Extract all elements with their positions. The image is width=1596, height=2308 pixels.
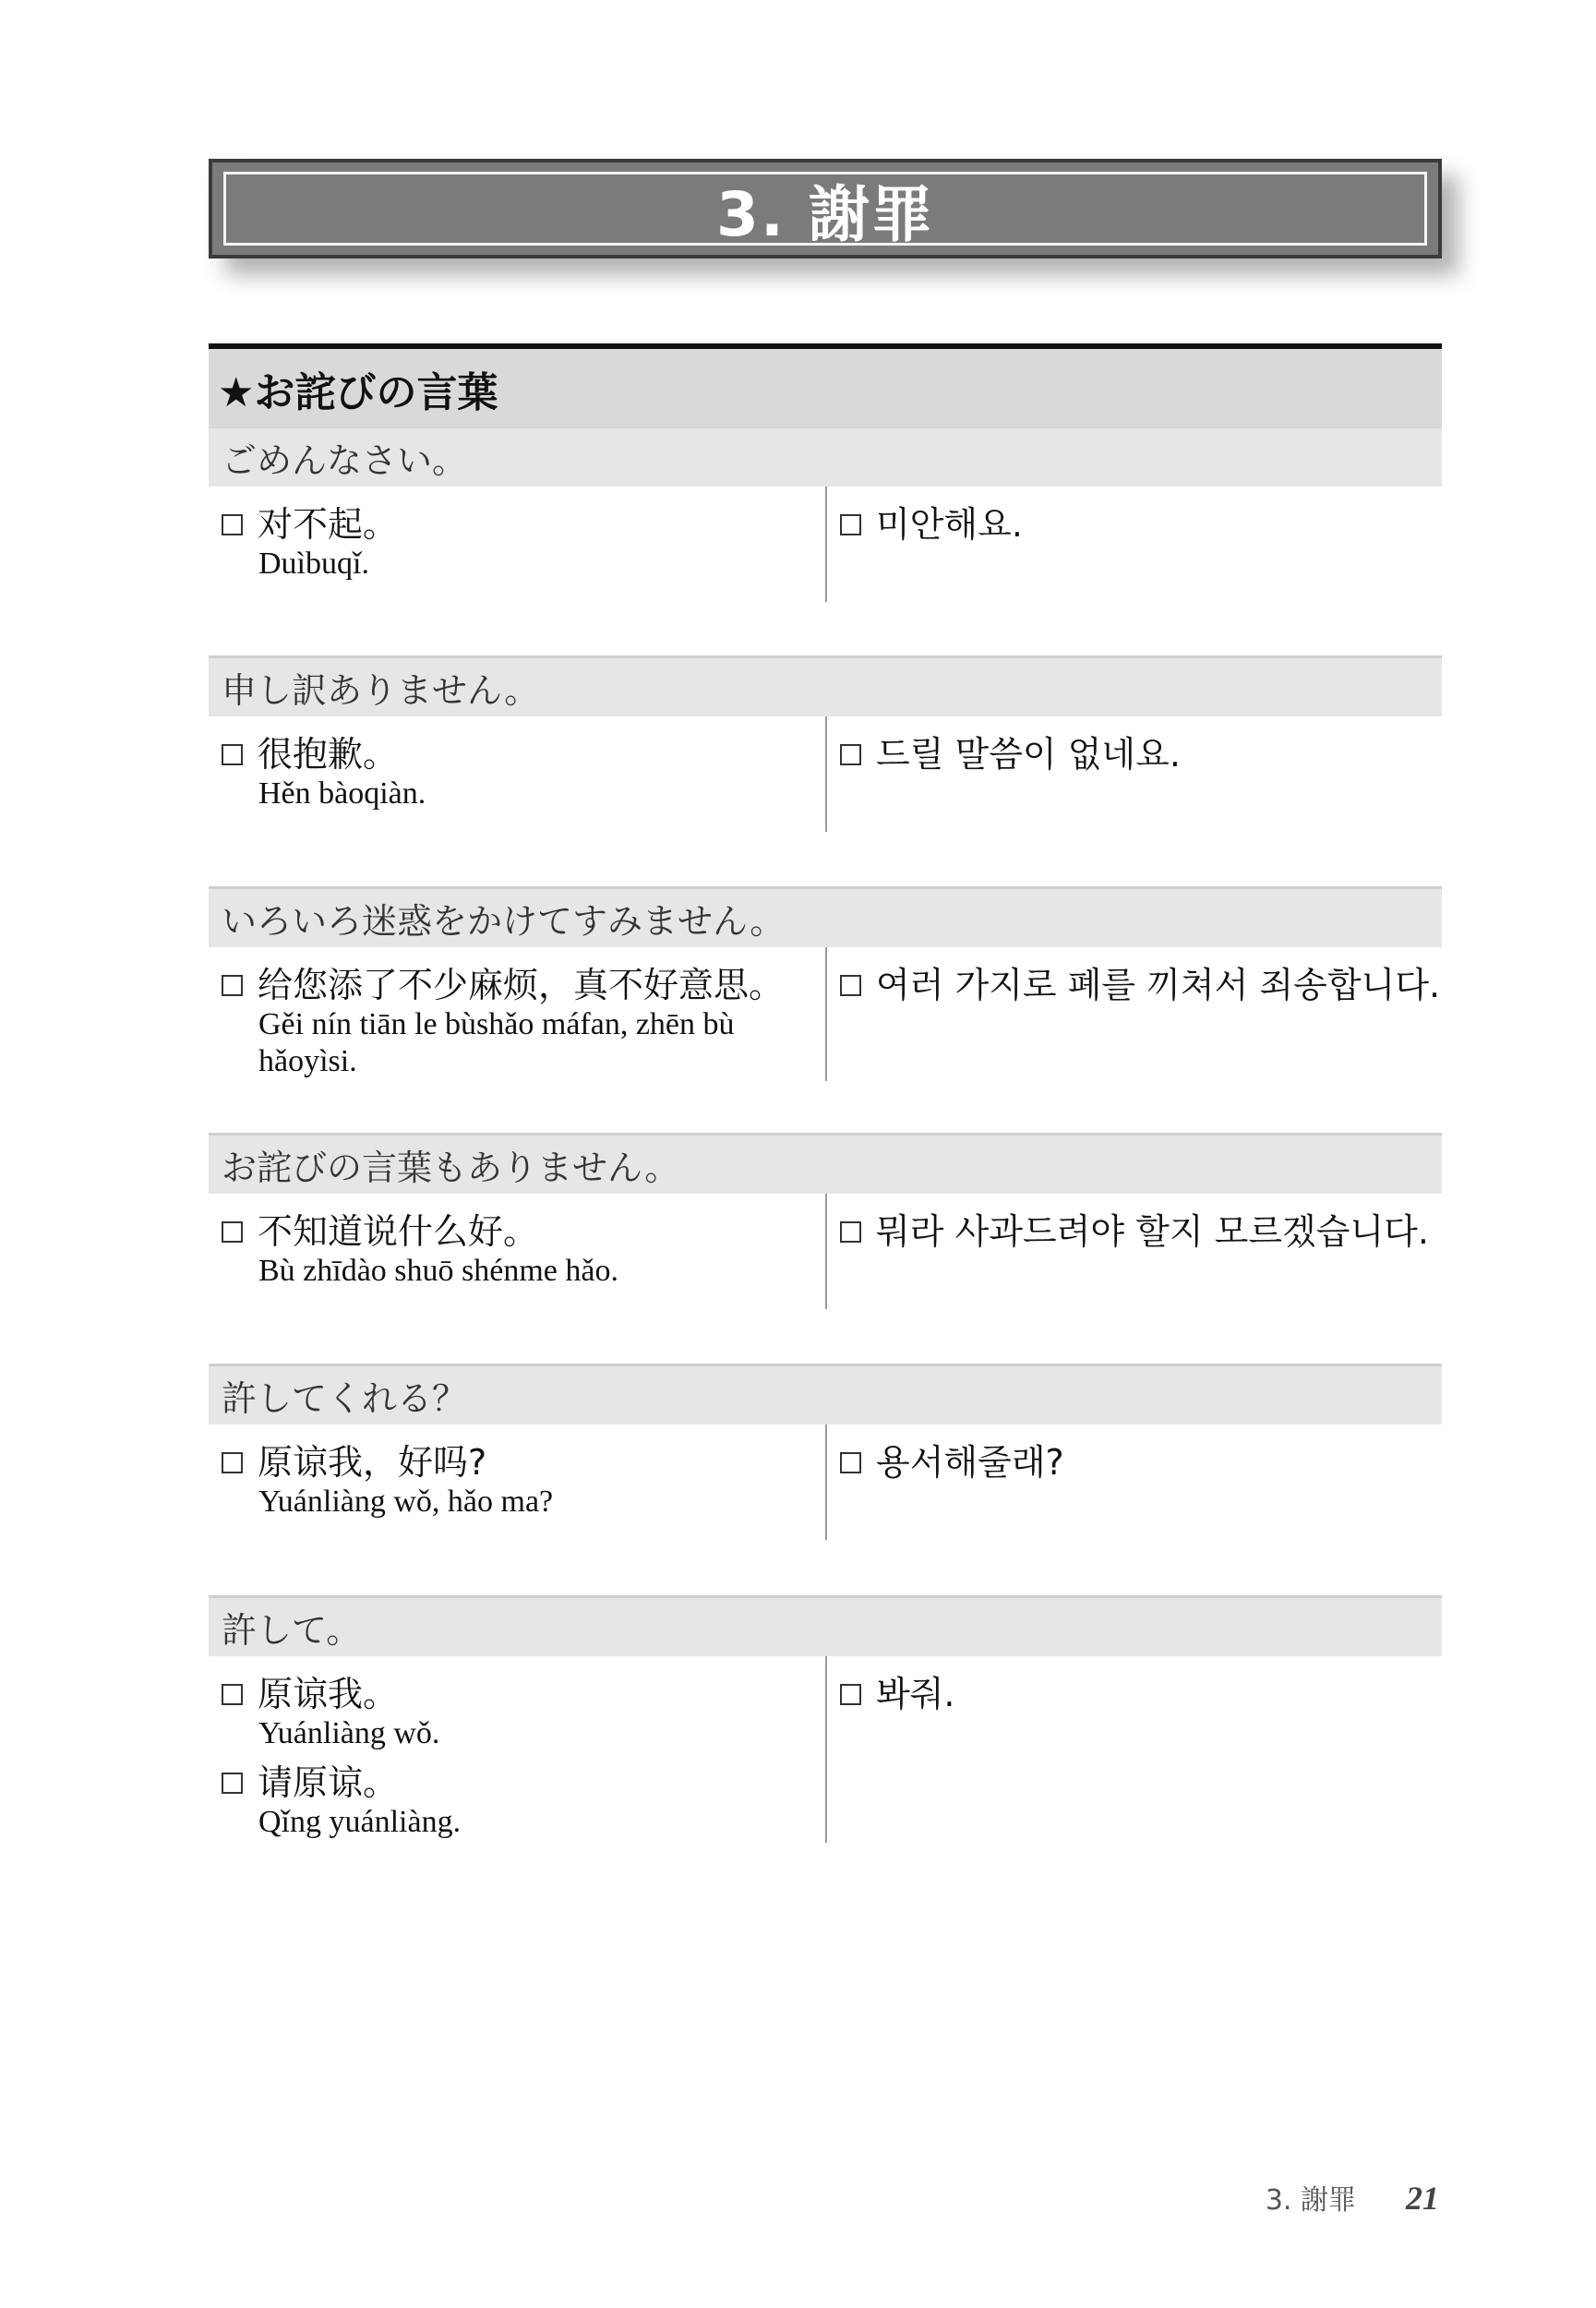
- phrase-block: [209, 655, 1442, 832]
- korean-column: [825, 947, 1442, 1081]
- chinese-entry: [222, 1210, 825, 1290]
- chinese-entry: [222, 503, 825, 583]
- checkbox[interactable]: [222, 744, 243, 765]
- pinyin-text: Qǐng yuánliàng.: [258, 1805, 462, 1839]
- korean-column: [825, 716, 1442, 832]
- japanese-phrase-bar: [209, 1595, 1442, 1656]
- checkbox[interactable]: [840, 1452, 861, 1473]
- checkbox[interactable]: [840, 1221, 861, 1243]
- korean-column: [825, 1194, 1442, 1309]
- chapter-title: 3. 謝罪: [716, 178, 934, 250]
- phrase-block: [209, 886, 1442, 1081]
- phrase-block: [209, 428, 1442, 602]
- pinyin-text: Duìbuqǐ.: [258, 547, 369, 581]
- chinese-entry: [222, 964, 825, 1080]
- section-header: [209, 343, 1442, 428]
- translation-pair: [209, 716, 1442, 832]
- korean-column: [825, 1424, 1442, 1540]
- korean-column: [825, 487, 1442, 602]
- translation-pair: [209, 1424, 1442, 1540]
- pinyin-text: Hěn bàoqiàn.: [258, 776, 426, 811]
- chinese-text: 给您添了不少麻烦，真不好意思。: [258, 965, 785, 1005]
- korean-text: 용서해줄래?: [876, 1442, 1064, 1483]
- chinese-text: 不知道说什么好。: [258, 1211, 539, 1252]
- translation-pair: [209, 1656, 1442, 1843]
- japanese-phrase: お詫びの言葉もありません。: [222, 1148, 680, 1188]
- checkbox[interactable]: [222, 1221, 243, 1243]
- chinese-text: 原谅我。: [258, 1674, 399, 1714]
- chinese-text: 原谅我，好吗?: [258, 1442, 487, 1483]
- chinese-entry: [222, 1441, 825, 1521]
- korean-text: 봐줘.: [876, 1674, 955, 1714]
- pinyin-text: hǎoyìsi.: [258, 1044, 357, 1078]
- pinyin-text: Gěi nín tiān le bùshǎo máfan, zhēn bù: [258, 1007, 735, 1041]
- footer-chapter-title: 3. 謝罪: [1265, 2184, 1356, 2217]
- chinese-text: 对不起。: [258, 504, 399, 545]
- chinese-column: [209, 1194, 825, 1309]
- chinese-text: 很抱歉。: [258, 734, 399, 775]
- korean-column: [825, 1656, 1442, 1843]
- japanese-phrase: 許してくれる？: [222, 1378, 468, 1419]
- chinese-entry: [222, 733, 825, 812]
- japanese-phrase-bar: [209, 428, 1442, 487]
- phrase-block: [209, 1133, 1442, 1309]
- chapter-banner: [209, 159, 1442, 258]
- checkbox[interactable]: [840, 744, 861, 765]
- chinese-entry: [222, 1673, 825, 1752]
- chinese-text: 请原谅。: [258, 1762, 399, 1803]
- pinyin-text: Bù zhīdào shuō shénme hǎo.: [258, 1254, 618, 1288]
- japanese-phrase-bar: [209, 886, 1442, 947]
- phrase-block: [209, 1595, 1442, 1843]
- chinese-column: [209, 1424, 825, 1540]
- japanese-phrase: 申し訳ありません。: [222, 670, 540, 711]
- japanese-phrase: ごめんなさい。: [222, 440, 468, 481]
- chinese-column: [209, 487, 825, 602]
- phrase-block: [209, 1364, 1442, 1540]
- page-footer: [1266, 2177, 1439, 2218]
- chinese-column: [209, 1656, 825, 1843]
- japanese-phrase: いろいろ迷惑をかけてすみません。: [222, 901, 786, 942]
- translation-pair: [209, 947, 1442, 1081]
- japanese-phrase-bar: [209, 1133, 1442, 1194]
- chinese-entry: [222, 1761, 825, 1841]
- korean-text: 드릴 말씀이 없네요.: [876, 734, 1181, 775]
- chinese-column: [209, 716, 825, 832]
- checkbox[interactable]: [840, 975, 861, 996]
- korean-text: 뭐라 사과드려야 할지 모르겠습니다.: [876, 1211, 1429, 1252]
- korean-text: 여러 가지로 폐를 끼쳐서 죄송합니다.: [876, 965, 1441, 1005]
- pinyin-text: Yuánliàng wǒ.: [258, 1716, 440, 1750]
- japanese-phrase: 許して。: [222, 1610, 362, 1651]
- translation-pair: [209, 487, 1442, 602]
- checkbox[interactable]: [222, 1684, 243, 1705]
- chinese-column: [209, 947, 825, 1081]
- translation-pair: [209, 1194, 1442, 1309]
- japanese-phrase-bar: [209, 655, 1442, 716]
- section-title: ★お詫びの言葉: [218, 369, 498, 416]
- pinyin-text: Yuánliàng wǒ, hǎo ma?: [258, 1485, 554, 1519]
- chapter-banner-frame: [223, 172, 1427, 250]
- page-number: 21: [1406, 2180, 1439, 2217]
- checkbox[interactable]: [840, 1684, 861, 1705]
- checkbox[interactable]: [222, 1773, 243, 1794]
- checkbox[interactable]: [222, 975, 243, 996]
- korean-text: 미안해요.: [876, 504, 1023, 545]
- checkbox[interactable]: [222, 514, 243, 535]
- japanese-phrase-bar: [209, 1364, 1442, 1424]
- checkbox[interactable]: [840, 514, 861, 535]
- checkbox[interactable]: [222, 1452, 243, 1473]
